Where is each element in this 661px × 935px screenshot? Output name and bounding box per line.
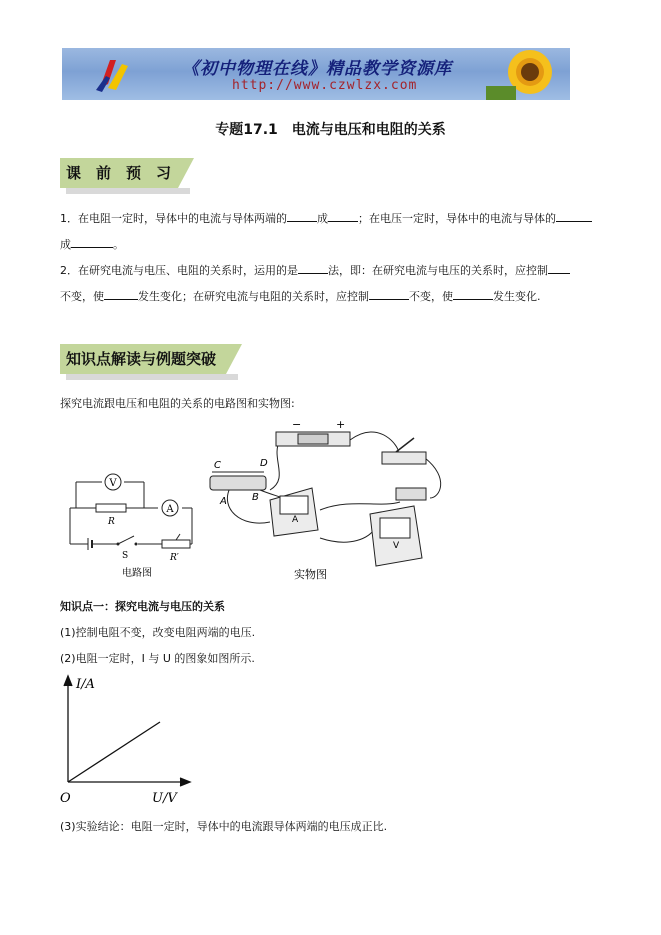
physical-caption: 实物图 bbox=[294, 568, 327, 581]
circuit-label-v: V bbox=[109, 478, 117, 489]
q2-text-a: 2．在研究电流与电压、电阻的关系时，运用的是 bbox=[60, 264, 298, 277]
q2-text-f: 发生变化. bbox=[493, 290, 541, 303]
question-1-line2 bbox=[60, 236, 124, 252]
q1-text-e: 。 bbox=[113, 238, 124, 251]
q1-text-c: ；在电压一定时，导体中的电流与导体的 bbox=[358, 212, 556, 225]
physical-diagram bbox=[200, 418, 460, 588]
section-heading-text: 课 前 预 习 bbox=[66, 164, 172, 182]
q2-text-b: 法，即：在研究电流与电压的关系时，应控制 bbox=[328, 264, 548, 277]
rheostat-label-c: C bbox=[214, 460, 221, 471]
circuit-label-s: S bbox=[122, 551, 129, 561]
knowledge-point-item-3: (3)实验结论：电阻一定时，导体中的电流跟导体两端的电压成正比. bbox=[60, 820, 388, 833]
iu-line bbox=[68, 722, 160, 782]
section-heading-preview bbox=[60, 158, 178, 188]
banner-title: 《初中物理在线》精品教学资源库 bbox=[182, 59, 452, 79]
circuit-label-r: R bbox=[108, 517, 115, 527]
battery-minus: − bbox=[292, 418, 302, 431]
question-2-line2 bbox=[60, 288, 541, 304]
circuit-label-rp: R′ bbox=[170, 553, 179, 563]
logo-icon bbox=[92, 54, 132, 94]
knowledge-point-item-1: (1)控制电阻不变，改变电阻两端的电压. bbox=[60, 626, 256, 639]
sunflower-icon bbox=[486, 48, 566, 100]
blank-8[interactable] bbox=[369, 288, 409, 300]
graph-ylabel: I/A bbox=[76, 677, 95, 692]
q2-text-e: 不变，使 bbox=[409, 290, 453, 303]
graph-origin: O bbox=[60, 791, 71, 806]
knowledge-point-title: 知识点一：探究电流与电压的关系 bbox=[60, 600, 225, 613]
knowledge-point-item-2: (2)电阻一定时，I 与 U 的图象如图所示. bbox=[60, 652, 255, 665]
blank-5[interactable] bbox=[298, 262, 328, 274]
heading-triangle bbox=[226, 344, 242, 374]
section-heading-text: 知识点解读与例题突破 bbox=[66, 350, 217, 368]
blank-3[interactable] bbox=[556, 210, 592, 222]
q1-text-a: 1．在电阻一定时，导体中的电流与导体两端的 bbox=[60, 212, 287, 225]
blank-9[interactable] bbox=[453, 288, 493, 300]
question-1-line1 bbox=[60, 210, 592, 226]
q1-text-b: 成 bbox=[317, 212, 328, 225]
rheostat-label-d: D bbox=[260, 458, 268, 469]
heading-triangle bbox=[178, 158, 194, 188]
blank-6[interactable] bbox=[548, 262, 570, 274]
ammeter-label: A bbox=[292, 515, 299, 525]
rheostat-label-b: B bbox=[252, 492, 259, 503]
battery-plus: + bbox=[336, 418, 346, 431]
blank-4[interactable] bbox=[71, 236, 113, 248]
blank-1[interactable] bbox=[287, 210, 317, 222]
q2-text-c: 不变，使 bbox=[60, 290, 104, 303]
circuit-label-a: A bbox=[166, 504, 174, 515]
banner-url[interactable]: http://www.czwlzx.com bbox=[232, 78, 418, 93]
intro-text: 探究电流跟电压和电阻的关系的电路图和实物图: bbox=[60, 397, 295, 410]
q1-text-d: 成 bbox=[60, 238, 71, 251]
circuit-caption: 电路图 bbox=[122, 568, 152, 579]
graph-xlabel: U/V bbox=[152, 791, 177, 806]
header-banner bbox=[62, 48, 570, 100]
circuit-diagram bbox=[62, 462, 212, 582]
question-2-line1 bbox=[60, 262, 570, 278]
section-heading-knowledge bbox=[60, 344, 226, 374]
blank-7[interactable] bbox=[104, 288, 138, 300]
page-title: 专题17.1 电流与电压和电阻的关系 bbox=[215, 122, 446, 138]
iu-graph bbox=[58, 672, 208, 808]
q2-text-d: 发生变化；在研究电流与电阻的关系时，应控制 bbox=[138, 290, 369, 303]
blank-2[interactable] bbox=[328, 210, 358, 222]
rheostat-label-a: A bbox=[220, 496, 227, 507]
voltmeter-label: V bbox=[393, 541, 400, 551]
